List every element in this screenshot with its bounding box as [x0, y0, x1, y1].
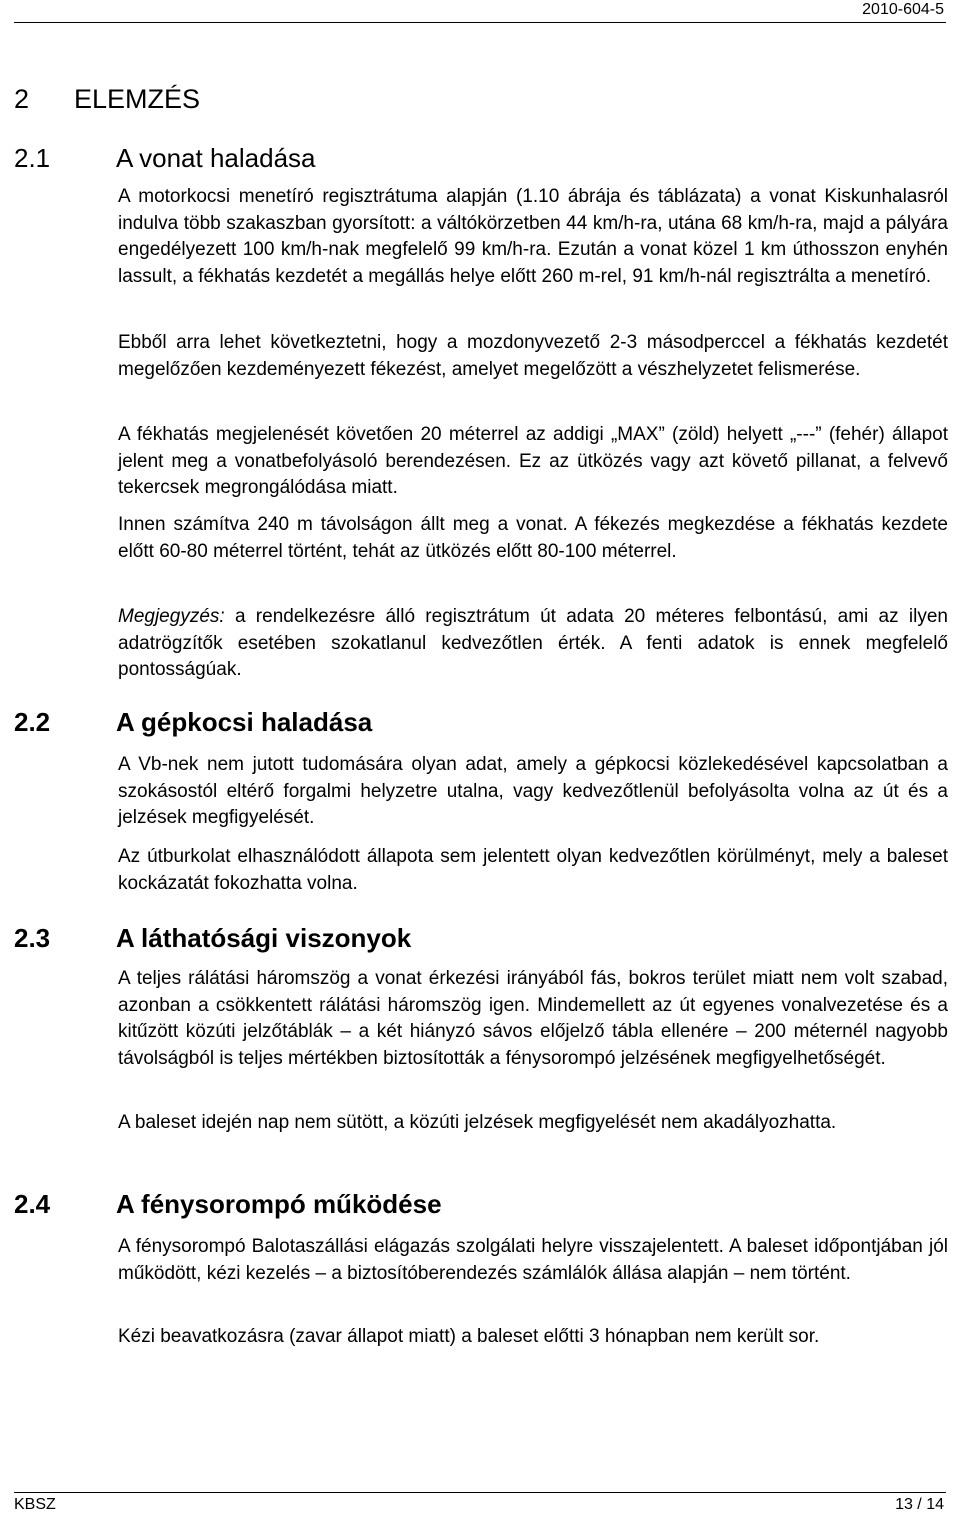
section-heading [14, 142, 316, 174]
note-label: Megjegyzés: [118, 606, 225, 627]
page-number: 13 / 14 [895, 1496, 944, 1513]
paragraph: Az útburkolat elhasználódott állapota sem jelentett olyan kedvezőtlen körülményt, mely a baleset kockázatát fokozhatta volna. [118, 846, 948, 894]
paragraph: Ebből arra lehet következtetni, hogy a mozdonyvezető 2-3 másodperccel a fékhatás kezdetét megelőzően kezdeményezett fékezést, amelyet megelőzött a vészhelyzetet felismerése. [118, 332, 948, 380]
paragraph: A fékhatás megjelenését követően 20 méterrel az addigi „MAX” (zöld) helyett „---” (fehér) állapot jelent meg a vonatbefolyásoló berendezésen. Ez az ütközés vagy azt követő pillanat, a felvevő tekercsek megrongálódása miatt. [118, 424, 948, 498]
note-text: a rendelkezésre álló regisztrátum út adata 20 méteres felbontású, ami az ilyen adatrögzítők esetében szokatlanul kedvezőtlen érték. A fenti adatok is ennek megfelelő pontosságúak. [118, 606, 948, 680]
section-heading [14, 922, 411, 954]
paragraph: A Vb-nek nem jutott tudomására olyan adat, amely a gépkocsi közlekedésével kapcsolatban a szokásostól eltérő forgalmi helyzetre utalna, vagy kedvezőtlenül befolyásolta volna az út és a jelzések megfigyelését. [118, 754, 948, 828]
paragraph: Kézi beavatkozásra (zavar állapot miatt) a baleset előtti 3 hónapban nem került sor. [118, 1326, 820, 1347]
section-heading [14, 706, 372, 738]
doc-id: 2010-604-5 [862, 1, 944, 18]
paragraph: Innen számítva 240 m távolságon állt meg a vonat. A fékezés megkezdése a fékhatás kezdete előtt 60-80 méterrel történt, tehát az ütközés előtt 80-100 méterrel. [118, 514, 948, 562]
section-title: A fénysorompó működése [116, 1189, 442, 1219]
section-title: A gépkocsi haladása [116, 707, 373, 737]
note-paragraph [118, 604, 948, 684]
header-rule [14, 22, 946, 23]
chapter-heading [14, 82, 200, 116]
section-heading [14, 1188, 442, 1220]
section-number: 2.1 [14, 143, 51, 173]
section-title: A vonat haladása [116, 143, 316, 173]
section-number: 2.2 [14, 707, 51, 737]
section-number: 2.3 [14, 923, 51, 953]
paragraph: A motorkocsi menetíró regisztrátuma alapján (1.10 ábrája és táblázata) a vonat Kiskunhalasról indulva több szakaszban gyorsított: a váltókörzetben 44 km/h-ra, utána 68 km/h-ra, majd a pályára engedélyezett 100 km/h-nak megfelelő 99 km/h-ra. Ezután a vonat közel 1 km úthosszon enyhén lassult, a fékhatás kezdetét a megállás helye előtt 260 m-rel, 91 km/h-nál regisztrálta a menetíró. [118, 186, 948, 287]
section-title: A láthatósági viszonyok [116, 923, 412, 953]
paragraph: A baleset idején nap nem sütött, a közúti jelzések megfigyelését nem akadályozhatta. [118, 1112, 837, 1133]
chapter-title: ELEMZÉS [74, 84, 201, 114]
paragraph: A teljes rálátási háromszög a vonat érkezési irányából fás, bokros terület miatt nem volt szabad, azonban a csökkentett rálátási háromszög igen. Mindemellett az út egyenes vonalvezetése és a kitűzött közúti jelzőtáblák – a két hiányzó sávos előjelző tábla ellenére – 200 méternél nagyobb távolságból is teljes mértékben biztosították a fénysorompó jelzésének megfigyelhetőségét. [118, 968, 948, 1069]
footer-rule [14, 1492, 946, 1493]
section-number: 2.4 [14, 1189, 51, 1219]
chapter-number: 2 [14, 84, 30, 114]
paragraph: A fénysorompó Balotaszállási elágazás szolgálati helyre visszajelentett. A baleset időpontjában jól működött, kézi kezelés – a biztosítóberendezés számlálók állása alapján – nem történt. [118, 1236, 948, 1284]
footer-org: KBSZ [14, 1496, 56, 1513]
